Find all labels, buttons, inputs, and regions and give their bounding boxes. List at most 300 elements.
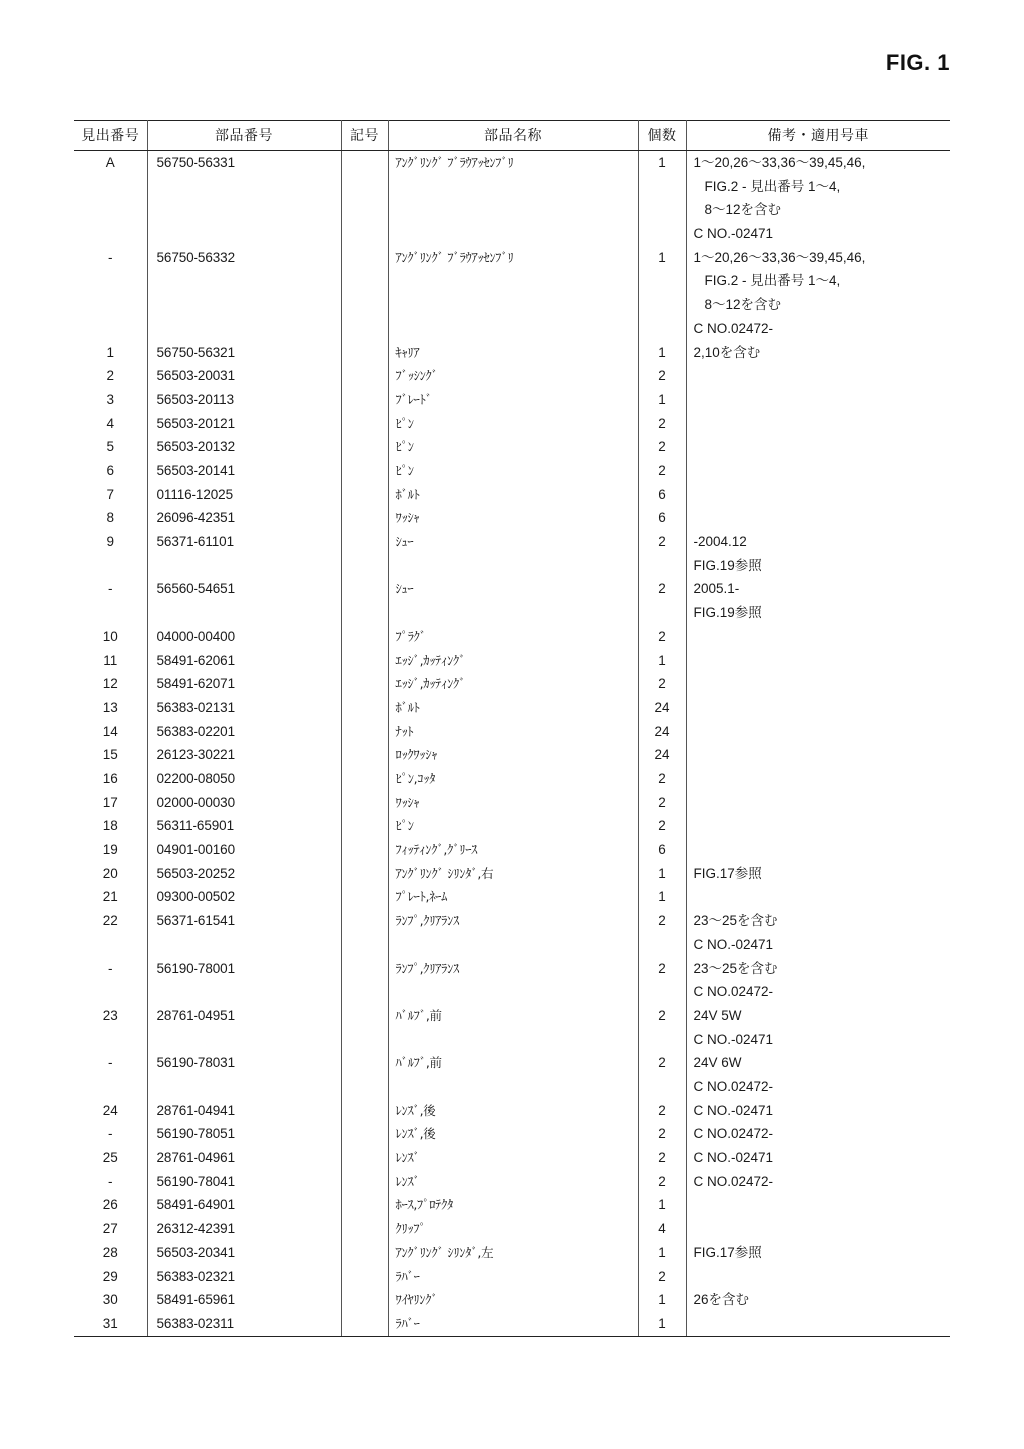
table-row[interactable] bbox=[74, 1146, 950, 1170]
remarks-line: FIG.19参照 bbox=[693, 605, 762, 621]
part-name-cell: ﾚﾝｽﾞ,後 bbox=[388, 1099, 638, 1123]
ref-number-cell: 20 bbox=[74, 862, 147, 886]
symbol-cell bbox=[341, 151, 388, 246]
ref-number-cell: 27 bbox=[74, 1217, 147, 1241]
remarks-line: 1～20,26～33,36～39,45,46, bbox=[693, 155, 866, 170]
symbol-cell bbox=[341, 459, 388, 483]
remarks-line bbox=[694, 1193, 951, 1217]
part-name-cell: ｱﾝｸﾞﾘﾝｸﾞ ｼﾘﾝﾀﾞ,右 bbox=[388, 862, 638, 886]
table-row[interactable] bbox=[74, 838, 950, 862]
part-name-cell: ﾋﾟﾝ bbox=[388, 412, 638, 436]
remarks-line: C NO.-02471 bbox=[693, 1031, 774, 1047]
remarks-cell bbox=[686, 151, 950, 246]
part-number-cell: 58491-64901 bbox=[147, 1193, 341, 1217]
symbol-cell bbox=[341, 767, 388, 791]
part-name-cell: ﾊﾞﾙﾌﾞ,前 bbox=[388, 1004, 638, 1051]
table-row[interactable] bbox=[74, 1051, 950, 1098]
part-name-cell: ﾚﾝｽﾞ,後 bbox=[388, 1122, 638, 1146]
ref-number-cell: 13 bbox=[74, 696, 147, 720]
part-name-cell: ﾗﾝﾌﾟ,ｸﾘｱﾗﾝｽ bbox=[388, 957, 638, 1004]
table-row[interactable] bbox=[74, 909, 950, 956]
quantity-cell: 1 bbox=[638, 885, 686, 909]
part-name-cell: ﾜｯｼｬ bbox=[388, 506, 638, 530]
remarks-cell bbox=[686, 483, 950, 507]
table-row[interactable] bbox=[74, 791, 950, 815]
symbol-cell bbox=[341, 1312, 388, 1336]
ref-number-cell: 21 bbox=[74, 885, 147, 909]
table-row[interactable] bbox=[74, 672, 950, 696]
symbol-cell bbox=[341, 1099, 388, 1123]
ref-number-cell: 30 bbox=[74, 1288, 147, 1312]
part-name-cell: ｴｯｼﾞ,ｶｯﾃｨﾝｸﾞ bbox=[388, 649, 638, 673]
column-header-name: 部品名称 bbox=[388, 121, 638, 151]
quantity-cell: 4 bbox=[638, 1217, 686, 1241]
part-name-cell: ﾊﾞﾙﾌﾞ,前 bbox=[388, 1051, 638, 1098]
ref-number-cell: 6 bbox=[74, 459, 147, 483]
table-row[interactable] bbox=[74, 483, 950, 507]
remarks-line bbox=[694, 625, 951, 649]
remarks-line: 24V 6W bbox=[693, 1055, 742, 1071]
quantity-cell: 1 bbox=[638, 388, 686, 412]
table-row[interactable] bbox=[74, 364, 950, 388]
remarks-cell bbox=[686, 909, 950, 956]
ref-number-cell: - bbox=[74, 246, 147, 341]
part-number-cell: 56503-20031 bbox=[147, 364, 341, 388]
part-number-cell: 01116-12025 bbox=[147, 483, 341, 507]
quantity-cell: 24 bbox=[638, 720, 686, 744]
table-header-row bbox=[74, 121, 950, 151]
symbol-cell bbox=[341, 435, 388, 459]
part-number-cell: 26312-42391 bbox=[147, 1217, 341, 1241]
ref-number-cell: 28 bbox=[74, 1241, 147, 1265]
table-row[interactable] bbox=[74, 696, 950, 720]
part-name-cell: ﾋﾟﾝ bbox=[388, 435, 638, 459]
symbol-cell bbox=[341, 341, 388, 365]
part-number-cell: 56503-20113 bbox=[147, 388, 341, 412]
table-row[interactable] bbox=[74, 1004, 950, 1051]
remarks-cell bbox=[686, 862, 950, 886]
remarks-cell bbox=[686, 838, 950, 862]
ref-number-cell: - bbox=[74, 1170, 147, 1194]
quantity-cell: 1 bbox=[638, 151, 686, 246]
part-name-cell: ｼｭｰ bbox=[388, 577, 638, 624]
table-row[interactable] bbox=[74, 1099, 950, 1123]
quantity-cell: 1 bbox=[638, 862, 686, 886]
quantity-cell: 6 bbox=[638, 506, 686, 530]
quantity-cell: 1 bbox=[638, 1241, 686, 1265]
quantity-cell: 2 bbox=[638, 435, 686, 459]
table-row[interactable] bbox=[74, 862, 950, 886]
remarks-cell bbox=[686, 1193, 950, 1217]
part-number-cell: 56503-20141 bbox=[147, 459, 341, 483]
remarks-cell bbox=[686, 696, 950, 720]
quantity-cell: 1 bbox=[638, 1193, 686, 1217]
remarks-cell bbox=[686, 1265, 950, 1289]
part-name-cell: ﾅｯﾄ bbox=[388, 720, 638, 744]
part-number-cell: 09300-00502 bbox=[147, 885, 341, 909]
remarks-line: 24V 5W bbox=[693, 1007, 742, 1023]
symbol-cell bbox=[341, 957, 388, 1004]
remarks-line bbox=[694, 696, 951, 720]
symbol-cell bbox=[341, 1265, 388, 1289]
quantity-cell: 2 bbox=[638, 1099, 686, 1123]
column-header-qty: 個数 bbox=[638, 121, 686, 151]
ref-number-cell: 9 bbox=[74, 530, 147, 577]
remarks-line: C NO.02472- bbox=[693, 1078, 774, 1094]
table-row[interactable] bbox=[74, 1217, 950, 1241]
table-row[interactable] bbox=[74, 246, 950, 341]
remarks-cell bbox=[686, 530, 950, 577]
part-name-cell: ﾌﾟﾗｸﾞ bbox=[388, 625, 638, 649]
table-body bbox=[74, 151, 950, 1337]
part-name-cell: ﾋﾟﾝ,ｺｯﾀ bbox=[388, 767, 638, 791]
part-name-cell: ﾌﾟﾚｰﾄ,ﾈｰﾑ bbox=[388, 885, 638, 909]
remarks-cell bbox=[686, 1217, 950, 1241]
remarks-line: C NO.02472- bbox=[693, 1173, 774, 1189]
part-number-cell: 56750-56321 bbox=[147, 341, 341, 365]
remarks-line: FIG.17参照 bbox=[693, 865, 762, 881]
part-name-cell: ﾌｨｯﾃｨﾝｸﾞ,ｸﾞﾘｰｽ bbox=[388, 838, 638, 862]
symbol-cell bbox=[341, 388, 388, 412]
symbol-cell bbox=[341, 1217, 388, 1241]
table-row[interactable] bbox=[74, 435, 950, 459]
remarks-cell bbox=[686, 814, 950, 838]
table-row[interactable] bbox=[74, 506, 950, 530]
remarks-line: 2005.1- bbox=[693, 581, 740, 597]
part-name-cell: ﾚﾝｽﾞ bbox=[388, 1170, 638, 1194]
symbol-cell bbox=[341, 530, 388, 577]
ref-number-cell: 15 bbox=[74, 743, 147, 767]
part-number-cell: 56750-56331 bbox=[147, 151, 341, 246]
figure-label: FIG. 1 bbox=[885, 50, 950, 75]
quantity-cell: 2 bbox=[638, 1265, 686, 1289]
ref-number-cell: 8 bbox=[74, 506, 147, 530]
table-row[interactable] bbox=[74, 459, 950, 483]
ref-number-cell: 26 bbox=[74, 1193, 147, 1217]
quantity-cell: 2 bbox=[638, 1170, 686, 1194]
symbol-cell bbox=[341, 1146, 388, 1170]
quantity-cell: 2 bbox=[638, 957, 686, 1004]
remarks-cell bbox=[686, 1241, 950, 1265]
ref-number-cell: 22 bbox=[74, 909, 147, 956]
quantity-cell: 2 bbox=[638, 577, 686, 624]
ref-number-cell: - bbox=[74, 1122, 147, 1146]
part-number-cell: 56190-78041 bbox=[147, 1170, 341, 1194]
table-row[interactable] bbox=[74, 1193, 950, 1217]
table-row[interactable] bbox=[74, 577, 950, 624]
table-row[interactable] bbox=[74, 341, 950, 365]
symbol-cell bbox=[341, 1122, 388, 1146]
part-number-cell: 56383-02321 bbox=[147, 1265, 341, 1289]
table-row[interactable] bbox=[74, 814, 950, 838]
remarks-line: 2,10を含む bbox=[693, 344, 761, 360]
table-row[interactable] bbox=[74, 1312, 950, 1336]
table-row[interactable] bbox=[74, 720, 950, 744]
part-number-cell: 56190-78001 bbox=[147, 957, 341, 1004]
remarks-cell bbox=[686, 1170, 950, 1194]
part-number-cell: 56311-65901 bbox=[147, 814, 341, 838]
remarks-line: C NO.-02471 bbox=[693, 936, 774, 952]
ref-number-cell: 5 bbox=[74, 435, 147, 459]
quantity-cell: 1 bbox=[638, 1312, 686, 1336]
remarks-line: C NO.02472- bbox=[693, 1126, 774, 1142]
part-number-cell: 04901-00160 bbox=[147, 838, 341, 862]
remarks-cell bbox=[686, 364, 950, 388]
table-row[interactable] bbox=[74, 957, 950, 1004]
remarks-cell bbox=[686, 1099, 950, 1123]
part-number-cell: 58491-65961 bbox=[147, 1288, 341, 1312]
remarks-cell bbox=[686, 672, 950, 696]
quantity-cell: 6 bbox=[638, 483, 686, 507]
table-row[interactable] bbox=[74, 743, 950, 767]
part-name-cell: ﾗﾝﾌﾟ,ｸﾘｱﾗﾝｽ bbox=[388, 909, 638, 956]
symbol-cell bbox=[341, 909, 388, 956]
remarks-line: 8～12を含む bbox=[704, 202, 782, 218]
part-number-cell: 02200-08050 bbox=[147, 767, 341, 791]
part-name-cell: ﾗﾊﾞｰ bbox=[388, 1312, 638, 1336]
remarks-line bbox=[694, 1217, 951, 1241]
ref-number-cell: 19 bbox=[74, 838, 147, 862]
remarks-line: FIG.2 - 見出番号 1～4, bbox=[704, 178, 841, 194]
part-number-cell: 58491-62061 bbox=[147, 649, 341, 673]
quantity-cell: 2 bbox=[638, 814, 686, 838]
quantity-cell: 2 bbox=[638, 1004, 686, 1051]
column-header-symbol: 記号 bbox=[341, 121, 388, 151]
part-name-cell: ﾎﾞﾙﾄ bbox=[388, 696, 638, 720]
part-name-cell: ｷｬﾘｱ bbox=[388, 341, 638, 365]
symbol-cell bbox=[341, 885, 388, 909]
part-number-cell: 56383-02201 bbox=[147, 720, 341, 744]
ref-number-cell: 17 bbox=[74, 791, 147, 815]
part-name-cell: ﾎﾞﾙﾄ bbox=[388, 483, 638, 507]
symbol-cell bbox=[341, 743, 388, 767]
part-number-cell: 58491-62071 bbox=[147, 672, 341, 696]
quantity-cell: 24 bbox=[638, 743, 686, 767]
quantity-cell: 2 bbox=[638, 459, 686, 483]
quantity-cell: 1 bbox=[638, 341, 686, 365]
symbol-cell bbox=[341, 1170, 388, 1194]
part-name-cell: ﾗﾊﾞｰ bbox=[388, 1265, 638, 1289]
ref-number-cell: 25 bbox=[74, 1146, 147, 1170]
ref-number-cell: 31 bbox=[74, 1312, 147, 1336]
remarks-line bbox=[694, 814, 951, 838]
remarks-line bbox=[694, 1312, 951, 1336]
part-name-cell: ﾜｲﾔﾘﾝｸﾞ bbox=[388, 1288, 638, 1312]
table-row[interactable] bbox=[74, 1122, 950, 1146]
remarks-line bbox=[694, 483, 951, 507]
ref-number-cell: 12 bbox=[74, 672, 147, 696]
part-name-cell: ﾌﾞﾚｰﾄﾞ bbox=[388, 388, 638, 412]
remarks-line: C NO.-02471 bbox=[693, 1102, 774, 1118]
symbol-cell bbox=[341, 364, 388, 388]
part-name-cell: ﾎｰｽ,ﾌﾟﾛﾃｸﾀ bbox=[388, 1193, 638, 1217]
remarks-line: FIG.17参照 bbox=[693, 1244, 762, 1260]
remarks-line bbox=[694, 412, 951, 436]
remarks-line: 26を含む bbox=[693, 1292, 750, 1308]
table-row[interactable] bbox=[74, 151, 950, 246]
remarks-line bbox=[694, 1265, 951, 1289]
part-number-cell: 56503-20341 bbox=[147, 1241, 341, 1265]
remarks-line: FIG.19参照 bbox=[693, 557, 762, 573]
symbol-cell bbox=[341, 506, 388, 530]
remarks-line bbox=[694, 767, 951, 791]
column-header-part-no: 部品番号 bbox=[147, 121, 341, 151]
part-number-cell: 26096-42351 bbox=[147, 506, 341, 530]
ref-number-cell: 4 bbox=[74, 412, 147, 436]
remarks-line bbox=[694, 885, 951, 909]
remarks-line bbox=[694, 435, 951, 459]
part-name-cell: ﾛｯｸﾜｯｼｬ bbox=[388, 743, 638, 767]
part-number-cell: 56750-56332 bbox=[147, 246, 341, 341]
table-row[interactable] bbox=[74, 767, 950, 791]
quantity-cell: 2 bbox=[638, 909, 686, 956]
remarks-cell bbox=[686, 1051, 950, 1098]
symbol-cell bbox=[341, 1241, 388, 1265]
symbol-cell bbox=[341, 791, 388, 815]
parts-table-container bbox=[74, 120, 950, 1337]
part-name-cell: ﾋﾟﾝ bbox=[388, 459, 638, 483]
symbol-cell bbox=[341, 246, 388, 341]
quantity-cell: 1 bbox=[638, 1288, 686, 1312]
remarks-line: 8～12を含む bbox=[704, 297, 782, 313]
quantity-cell: 2 bbox=[638, 364, 686, 388]
table-header bbox=[74, 121, 950, 151]
ref-number-cell: 29 bbox=[74, 1265, 147, 1289]
remarks-line: C NO.02472- bbox=[693, 320, 774, 336]
remarks-cell bbox=[686, 1288, 950, 1312]
ref-number-cell: A bbox=[74, 151, 147, 246]
remarks-line bbox=[694, 672, 951, 696]
remarks-cell bbox=[686, 791, 950, 815]
ref-number-cell: 18 bbox=[74, 814, 147, 838]
part-number-cell: 28761-04951 bbox=[147, 1004, 341, 1051]
quantity-cell: 2 bbox=[638, 767, 686, 791]
ref-number-cell: - bbox=[74, 957, 147, 1004]
quantity-cell: 1 bbox=[638, 246, 686, 341]
remarks-cell bbox=[686, 1146, 950, 1170]
symbol-cell bbox=[341, 412, 388, 436]
table-row[interactable] bbox=[74, 1265, 950, 1289]
ref-number-cell: 10 bbox=[74, 625, 147, 649]
part-name-cell: ﾜｯｼｬ bbox=[388, 791, 638, 815]
symbol-cell bbox=[341, 672, 388, 696]
table-row[interactable] bbox=[74, 625, 950, 649]
remarks-cell bbox=[686, 246, 950, 341]
part-number-cell: 28761-04941 bbox=[147, 1099, 341, 1123]
part-name-cell: ｼｭｰ bbox=[388, 530, 638, 577]
remarks-cell bbox=[686, 412, 950, 436]
part-number-cell: 56503-20132 bbox=[147, 435, 341, 459]
remarks-cell bbox=[686, 1004, 950, 1051]
symbol-cell bbox=[341, 696, 388, 720]
ref-number-cell: - bbox=[74, 1051, 147, 1098]
symbol-cell bbox=[341, 814, 388, 838]
remarks-line bbox=[694, 743, 951, 767]
remarks-cell bbox=[686, 625, 950, 649]
table-row[interactable] bbox=[74, 412, 950, 436]
part-number-cell: 04000-00400 bbox=[147, 625, 341, 649]
symbol-cell bbox=[341, 483, 388, 507]
part-number-cell: 28761-04961 bbox=[147, 1146, 341, 1170]
table-row[interactable] bbox=[74, 1241, 950, 1265]
table-row[interactable] bbox=[74, 1288, 950, 1312]
symbol-cell bbox=[341, 862, 388, 886]
remarks-line bbox=[694, 720, 951, 744]
part-number-cell: 56383-02131 bbox=[147, 696, 341, 720]
remarks-line bbox=[694, 649, 951, 673]
ref-number-cell: 2 bbox=[74, 364, 147, 388]
quantity-cell: 2 bbox=[638, 791, 686, 815]
remarks-cell bbox=[686, 435, 950, 459]
table-row[interactable] bbox=[74, 1170, 950, 1194]
part-number-cell: 02000-00030 bbox=[147, 791, 341, 815]
part-number-cell: 56503-20121 bbox=[147, 412, 341, 436]
remarks-line bbox=[694, 459, 951, 483]
part-name-cell: ｴｯｼﾞ,ｶｯﾃｨﾝｸﾞ bbox=[388, 672, 638, 696]
part-number-cell: 56371-61101 bbox=[147, 530, 341, 577]
symbol-cell bbox=[341, 577, 388, 624]
ref-number-cell: 7 bbox=[74, 483, 147, 507]
remarks-cell bbox=[686, 506, 950, 530]
remarks-line bbox=[694, 388, 951, 412]
remarks-line: -2004.12 bbox=[693, 534, 747, 550]
part-number-cell: 56371-61541 bbox=[147, 909, 341, 956]
remarks-line: 1～20,26～33,36～39,45,46, bbox=[693, 249, 866, 265]
quantity-cell: 2 bbox=[638, 672, 686, 696]
part-name-cell: ｸﾘｯﾌﾟ bbox=[388, 1217, 638, 1241]
part-name-cell: ﾌﾞｯｼﾝｸﾞ bbox=[388, 364, 638, 388]
ref-number-cell: - bbox=[74, 577, 147, 624]
quantity-cell: 6 bbox=[638, 838, 686, 862]
table-row[interactable] bbox=[74, 530, 950, 577]
part-name-cell: ｱﾝｸﾞﾘﾝｸﾞ ﾌﾞﾗｳｱｯｾﾝﾌﾞﾘ bbox=[388, 246, 638, 341]
table-row[interactable] bbox=[74, 649, 950, 673]
symbol-cell bbox=[341, 1288, 388, 1312]
remarks-cell bbox=[686, 1122, 950, 1146]
remarks-cell bbox=[686, 957, 950, 1004]
part-number-cell: 56503-20252 bbox=[147, 862, 341, 886]
remarks-cell bbox=[686, 767, 950, 791]
remarks-cell bbox=[686, 1312, 950, 1336]
ref-number-cell: 11 bbox=[74, 649, 147, 673]
symbol-cell bbox=[341, 649, 388, 673]
part-name-cell: ﾋﾟﾝ bbox=[388, 814, 638, 838]
ref-number-cell: 1 bbox=[74, 341, 147, 365]
table-row[interactable] bbox=[74, 388, 950, 412]
part-number-cell: 56190-78031 bbox=[147, 1051, 341, 1098]
remarks-line bbox=[694, 506, 951, 530]
table-row[interactable] bbox=[74, 885, 950, 909]
parts-table bbox=[74, 120, 950, 1337]
symbol-cell bbox=[341, 720, 388, 744]
remarks-cell bbox=[686, 743, 950, 767]
remarks-line: C NO.02472- bbox=[693, 984, 774, 1000]
part-number-cell: 56560-54651 bbox=[147, 577, 341, 624]
ref-number-cell: 24 bbox=[74, 1099, 147, 1123]
ref-number-cell: 23 bbox=[74, 1004, 147, 1051]
ref-number-cell: 16 bbox=[74, 767, 147, 791]
remarks-cell bbox=[686, 577, 950, 624]
part-name-cell: ｱﾝｸﾞﾘﾝｸﾞ ｼﾘﾝﾀﾞ,左 bbox=[388, 1241, 638, 1265]
symbol-cell bbox=[341, 838, 388, 862]
ref-number-cell: 3 bbox=[74, 388, 147, 412]
remarks-line: 23～25を含む bbox=[693, 960, 778, 976]
ref-number-cell: 14 bbox=[74, 720, 147, 744]
part-number-cell: 26123-30221 bbox=[147, 743, 341, 767]
quantity-cell: 2 bbox=[638, 1146, 686, 1170]
quantity-cell: 1 bbox=[638, 649, 686, 673]
column-header-ref: 見出番号 bbox=[74, 121, 147, 151]
